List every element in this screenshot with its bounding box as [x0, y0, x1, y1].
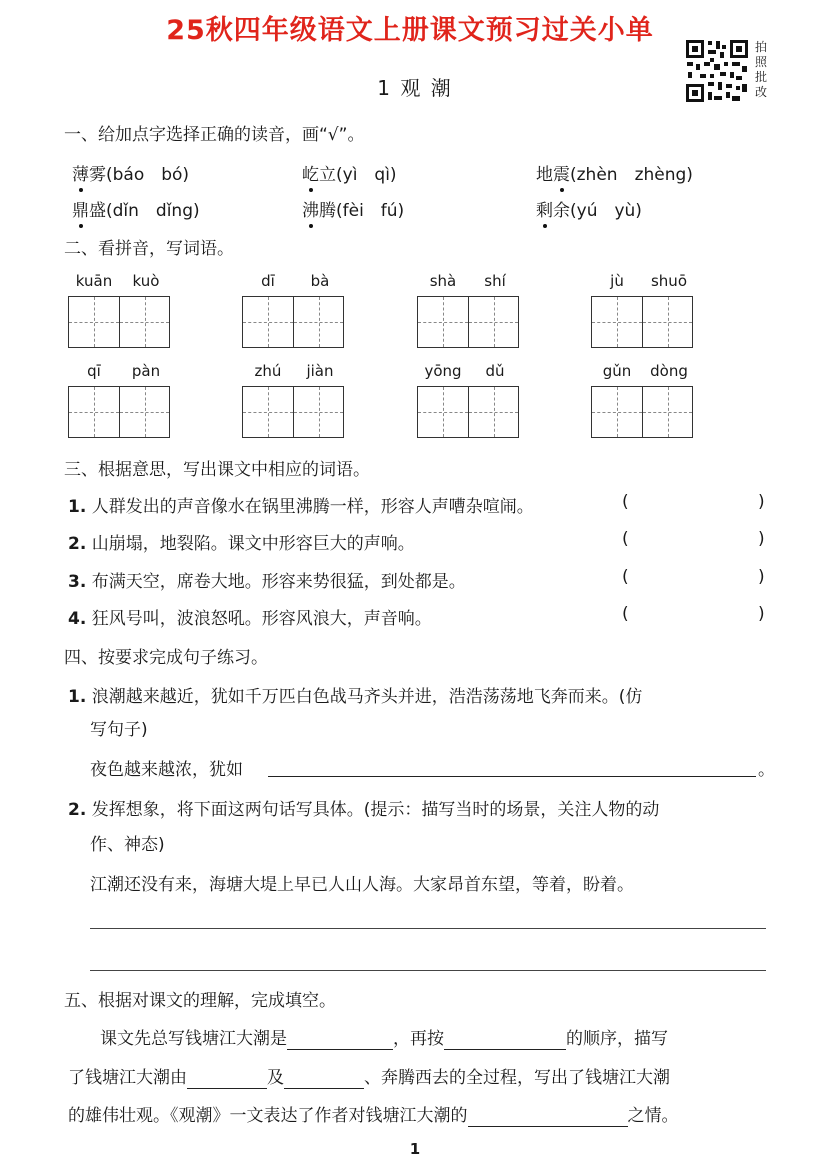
fill-paragraph-line — [68, 1101, 679, 1127]
definition-item — [68, 604, 432, 629]
source-sentence: 江潮还没有来，海塘大堤上早已人山人海。大家昂首东望，等着，盼着。 — [90, 875, 634, 895]
writing-grid[interactable] — [591, 296, 693, 348]
answer-paren-close: ) — [758, 529, 765, 549]
fill-text: 课文先总写钱塘江大潮是 — [100, 1029, 287, 1049]
item-number: 1. — [68, 497, 87, 517]
answer-paren-open[interactable]: ( — [622, 529, 629, 549]
fill-text: 之情。 — [627, 1106, 679, 1126]
char: 薄 — [72, 165, 89, 185]
fill-text: 、奔腾西去的全过程，写出了钱塘江大潮 — [364, 1068, 670, 1088]
definition-item — [68, 492, 534, 517]
answer-line[interactable] — [268, 776, 756, 777]
answer-paren-close: ) — [758, 567, 765, 587]
pronunciation-item — [536, 160, 693, 185]
fill-paragraph-line — [68, 1063, 670, 1089]
qr-code-icon[interactable] — [684, 38, 750, 104]
writing-grid[interactable] — [591, 386, 693, 438]
pinyin-word-box — [417, 362, 521, 440]
writing-grid[interactable] — [417, 386, 519, 438]
char: 屹 — [302, 165, 319, 185]
char: 沸 — [302, 201, 319, 221]
pinyin: gǔn — [602, 362, 632, 380]
pinyin-word-box — [591, 272, 695, 348]
pinyin: jiàn — [306, 362, 334, 380]
char: 鼎 — [72, 201, 89, 221]
answer-paren-open[interactable]: ( — [622, 567, 629, 587]
pinyin: kuān — [75, 272, 113, 290]
pinyin: dī — [261, 272, 275, 290]
section4-title: 四、按要求完成句子练习。 — [64, 648, 268, 668]
blank[interactable] — [187, 1068, 267, 1089]
char: 雾 — [89, 165, 106, 185]
pinyin-options[interactable]: (yú yù) — [570, 201, 642, 221]
pinyin-word-box — [68, 272, 172, 348]
pinyin-options[interactable]: (fèi fú) — [336, 201, 405, 221]
fill-paragraph-line — [100, 1024, 668, 1050]
item-number: 3. — [68, 572, 87, 592]
page-number: 1 — [409, 1140, 421, 1158]
exercise-line — [68, 795, 659, 820]
definition-item — [68, 529, 415, 554]
pinyin-word-box — [417, 272, 521, 348]
char: 腾 — [319, 201, 336, 221]
answer-line[interactable] — [90, 970, 766, 971]
writing-grid[interactable] — [68, 386, 170, 438]
pinyin-options[interactable]: (dǐn dǐng) — [106, 201, 200, 221]
blank[interactable] — [444, 1029, 566, 1050]
answer-paren-open[interactable]: ( — [622, 492, 629, 512]
pinyin-word-box — [242, 362, 346, 440]
answer-line[interactable] — [90, 928, 766, 929]
writing-grid[interactable] — [242, 296, 344, 348]
answer-paren-open[interactable]: ( — [622, 604, 629, 624]
definition-item — [68, 567, 466, 592]
pinyin-word-box — [591, 362, 695, 440]
blank[interactable] — [287, 1029, 393, 1050]
pinyin: zhú — [254, 362, 282, 380]
imitation-prompt: 夜色越来越浓，犹如 — [90, 760, 243, 780]
pinyin-word-box — [242, 272, 346, 348]
qr-label: 拍照批改 — [755, 40, 768, 99]
item-number: 4. — [68, 609, 87, 629]
section5-title: 五、根据对课文的理解，完成填空。 — [64, 991, 336, 1011]
char: 地 — [536, 165, 553, 185]
item-text: 人群发出的声音像水在锅里沸腾一样，形容人声嘈杂喧闹。 — [91, 497, 534, 517]
pinyin-word-box — [68, 362, 172, 440]
char: 盛 — [89, 201, 106, 221]
pronunciation-item — [302, 196, 404, 221]
fill-text: 了钱塘江大潮由 — [68, 1068, 187, 1088]
pinyin: dòng — [650, 362, 688, 380]
char: 余 — [553, 201, 570, 221]
answer-paren-close: ) — [758, 492, 765, 512]
fill-text: 的顺序，描写 — [566, 1029, 668, 1049]
fill-text: 及 — [267, 1068, 284, 1088]
pinyin: shà — [429, 272, 457, 290]
item-number: 1. — [68, 687, 87, 707]
blank[interactable] — [468, 1106, 628, 1127]
writing-grid[interactable] — [242, 386, 344, 438]
blank[interactable] — [284, 1068, 364, 1089]
char: 震 — [553, 165, 570, 185]
char: 剩 — [536, 201, 553, 221]
writing-grid[interactable] — [417, 296, 519, 348]
section2-title: 二、看拼音，写词语。 — [64, 239, 234, 259]
period-mark: 。 — [758, 760, 775, 780]
item-number: 2. — [68, 534, 87, 554]
fill-text: 的雄伟壮观。《观潮》一文表达了作者对钱塘江大潮的 — [68, 1106, 468, 1126]
section3-title: 三、根据意思，写出课文中相应的词语。 — [64, 460, 370, 480]
pinyin: qī — [87, 362, 101, 380]
exercise-line-cont: 写句子) — [90, 720, 148, 740]
pronunciation-item — [302, 160, 397, 185]
exercise-line-cont: 作、神态) — [90, 835, 165, 855]
item-text: 布满天空，席卷大地。形容来势很猛，到处都是。 — [91, 572, 466, 592]
pinyin-options[interactable]: (zhèn zhèng) — [570, 165, 693, 185]
pinyin-options[interactable]: (yì qì) — [336, 165, 397, 185]
pinyin-options[interactable]: (báo bó) — [106, 165, 190, 185]
exercise-text: 浪潮越来越近，犹如千万匹白色战马齐头并进，浩浩荡荡地飞奔而来。(仿 — [91, 687, 643, 707]
pinyin: yōng — [424, 362, 462, 380]
pinyin: shí — [484, 272, 506, 290]
pinyin: kuò — [132, 272, 160, 290]
pronunciation-item — [536, 196, 642, 221]
exercise-text: 发挥想象，将下面这两句话写具体。(提示：描写当时的场景，关注人物的动 — [91, 800, 660, 820]
fill-text: ，再按 — [393, 1029, 444, 1049]
char: 立 — [319, 165, 336, 185]
pronunciation-item — [72, 196, 200, 221]
pinyin: dǔ — [485, 362, 505, 380]
exercise-line — [68, 682, 642, 707]
pinyin: shuō — [650, 272, 687, 290]
pinyin: jù — [610, 272, 624, 290]
pinyin: bà — [310, 272, 330, 290]
answer-paren-close: ) — [758, 604, 765, 624]
item-text: 山崩塌，地裂陷。课文中形容巨大的声响。 — [91, 534, 415, 554]
pinyin: pàn — [131, 362, 161, 380]
banner-title: 25秋四年级语文上册课文预习过关小单 — [166, 15, 654, 46]
section1-title: 一、给加点字选择正确的读音，画“√”。 — [64, 125, 365, 145]
pronunciation-item — [72, 160, 189, 185]
item-number: 2. — [68, 800, 87, 820]
lesson-title: 1 观 潮 — [377, 76, 453, 100]
item-text: 狂风号叫，波浪怒吼。形容风浪大，声音响。 — [91, 609, 432, 629]
writing-grid[interactable] — [68, 296, 170, 348]
